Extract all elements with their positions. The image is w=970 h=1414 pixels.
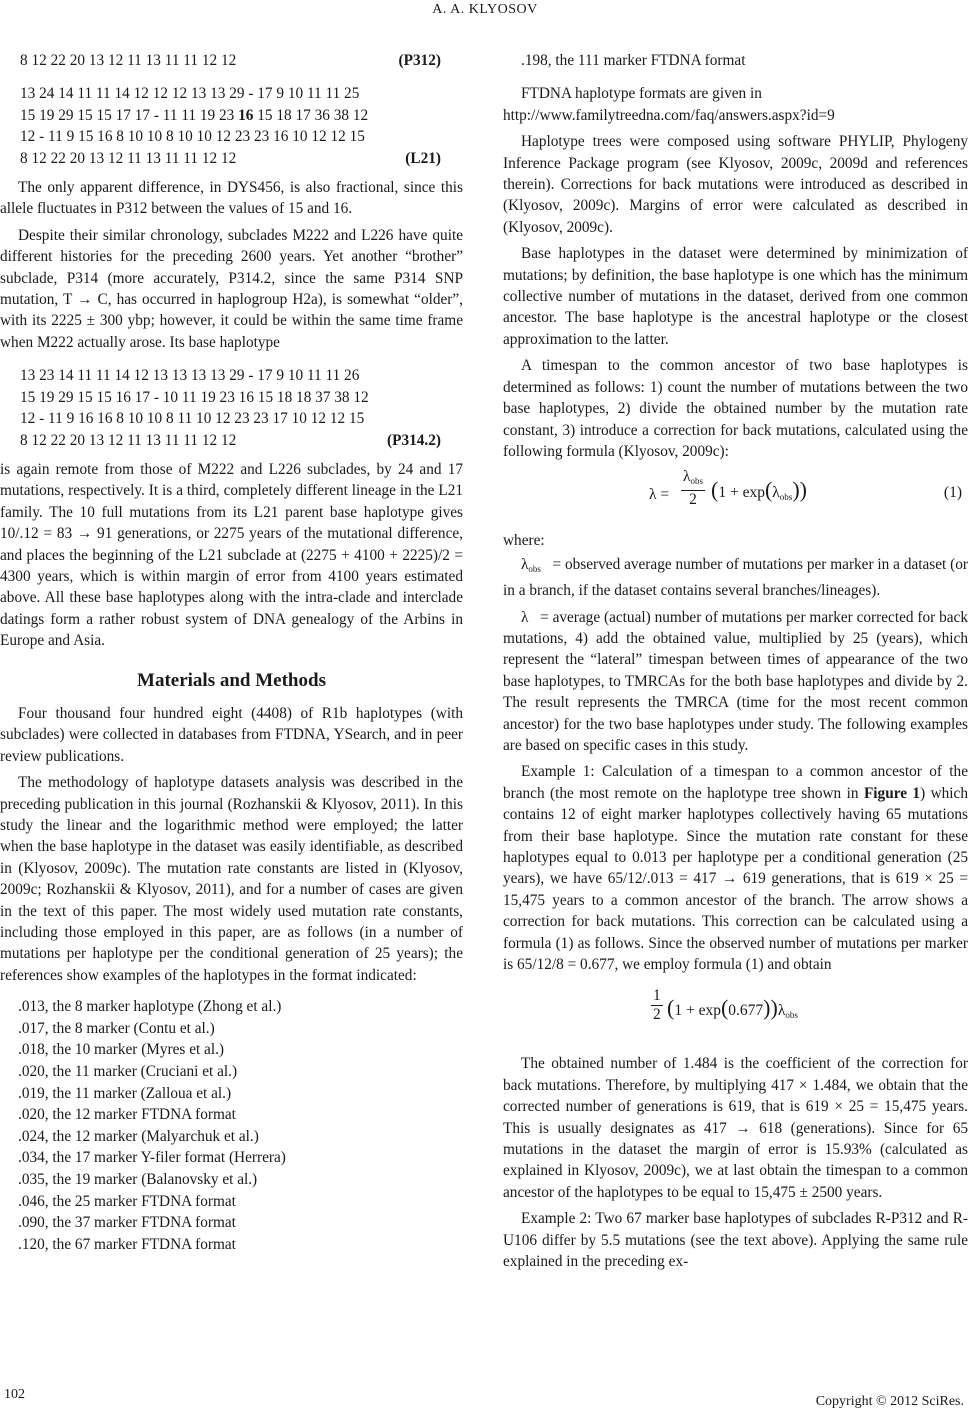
paragraph: FTDNA haplotype formats are given in xyxy=(521,85,762,103)
haplotype-line: 15 19 29 15 15 17 17 - 11 11 19 23 16 15 18 17 36 38 12 xyxy=(20,106,369,124)
formula-2 xyxy=(503,981,968,1045)
haplotype-line: 8 12 22 20 13 12 11 13 11 11 12 12 xyxy=(20,431,237,449)
haplotype-l21 xyxy=(0,83,463,169)
haplotype-line: 12 - 11 9 15 16 8 10 10 8 10 10 12 23 23 16 10 12 12 15 xyxy=(20,128,365,146)
paragraph: Base haplotypes in the dataset were determined by minimization of mutations; by definition, the base haplotype is one which has the minimum collective number of mutations in the dataset, derived from one common ancestor. The base haplotype is the ancestral haplotype or the closest approximation to the latter. xyxy=(503,245,968,348)
formula-lhs: λ = xyxy=(649,486,670,504)
running-title: A. A. KLYOSOV xyxy=(432,2,538,17)
list-item: .034, the 17 marker Y-filer format (Herrera) xyxy=(18,1149,286,1167)
haplotype-line: 12 - 11 9 16 16 8 10 10 8 11 10 12 23 23 17 10 12 12 15 xyxy=(20,410,365,428)
equation-number: (1) xyxy=(943,484,962,502)
paragraph: is again remote from those of M222 and L226 subclades, by 24 and 17 mutations, respectively. It is a third, completely different lineage in the L21 family. The 10 full mutations from its L21 parent base haplotype gives 10/.12 = 83 → 91 generations, or 2275 years of the mutational difference, and places the beginning of the L21 subclade at (2275 + 4100 + 2225)/2 = 4300 years, which is within margin of error from 4100 years estimated above. All these base haplotypes along with the intra-clade and interclade datings form a rather robust system of DNA genealogy of the Arbins in Europe and Asia. xyxy=(0,460,463,650)
paragraph: Four thousand four hundred eight (4408) of R1b haplotypes (with subclades) were collected in databases from FTDNA, YSearch, and in peer review publications. xyxy=(0,704,463,765)
list-item: .024, the 12 marker (Malyarchuk et al.) xyxy=(18,1127,259,1145)
haplotype-line: 8 12 22 20 13 12 11 13 11 11 12 12 xyxy=(20,52,237,69)
bold-allele: 16 xyxy=(238,106,254,124)
haplotype-tag: (P314.2) xyxy=(387,431,441,449)
paragraph: Example 2: Two 67 marker base haplotypes of subclades R-P312 and R-U106 differ by 5.5 mutations (see the text above). Applying the same rule explained in the preceding ex- xyxy=(503,1210,968,1271)
list-item: .017, the 8 marker (Contu et al.) xyxy=(18,1019,215,1037)
formula-1 xyxy=(503,468,968,522)
haplotype-line: 15 19 29 15 15 16 17 - 10 11 19 23 16 15 18 18 37 38 12 xyxy=(20,388,369,406)
list-item: .018, the 10 marker (Myres et al.) xyxy=(18,1041,225,1059)
haplotype-tag: (P312) xyxy=(398,52,441,69)
haplotype-p312 xyxy=(0,50,463,71)
paragraph: The obtained number of 1.484 is the coefficient of the correction for back mutations. Therefore, by multiplying 417 × 1.484, we obtain that the corrected number of generations is 619, that is 619 × 25 = 15,475 years. This is usually designates as 417 → 618 (generations). Since for 65 mutations in the dataset the margin of error is 15.93% (calculated as explained in Klyosov, 2009c), we at last obtain the timespan to a common ancestor of the haplotypes to be equal to 15,475 ± 2500 years. xyxy=(503,1055,968,1201)
paragraph: The only apparent difference, in DYS456, is also fractional, since this allele fluctuates in P312 between the values of 15 and 16. xyxy=(0,179,463,218)
copyright: Copyright © 2012 SciRes. xyxy=(815,1394,964,1409)
haplotype-line: 13 24 14 11 11 14 12 12 12 13 13 29 - 17 9 10 11 11 25 xyxy=(20,85,360,103)
list-item: .120, the 67 marker FTDNA format xyxy=(18,1235,236,1253)
right-column xyxy=(503,50,968,1278)
definition: λ = average (actual) number of mutations per marker corrected for back mutations, 4) add the obtained value, multiplied by 25 (years), which represent the “lateral” timespan between times of appearance of the two base haplotypes, to TMRCAs for the both base haplotypes and divide by 2. The result represents the TMRCA (time for the most recent common ancestor) for the two base haplotypes under study. The following examples are based on specific cases in this study. xyxy=(503,608,968,754)
paragraph: Example 1: Calculation of a timespan to a common ancestor of the branch (the most remote on the haplotype tree shown in Figure 1) which contains 12 of eight marker haplotypes collectively having 65 mutations from their base haplotype. Since the mutation rate constant for these haplotypes equal to 0.013 per haplotype per a conditional generation (25 years), we have 65/12/.013 = 417 → 619 generations, that is 619 × 25 = 15,475 years to a common ancestor of the branch. The arrow shows a correction for back mutations. This correction can be calculated using a formula (1) as follows. Since the observed number of mutations per marker is 65/12/8 = 0.677, we employ formula (1) and obtain xyxy=(503,763,968,974)
definition: $\lambda_{obs}$ = observed average number of mutations per marker in a dataset (or in a branch, if the dataset contains several branches/lineages). xyxy=(503,555,968,600)
list-item: .019, the 11 marker (Zalloua et al.) xyxy=(18,1084,232,1102)
list-item: .013, the 8 marker haplotype (Zhong et al.) xyxy=(18,998,282,1016)
formula-body: $(1 + \exp(0.677))\lambda_{obs}$ xyxy=(667,995,798,1021)
list-item: .046, the 25 marker FTDNA format xyxy=(18,1192,236,1210)
haplotype-line: 13 23 14 11 11 14 12 13 13 13 13 29 - 17 9 10 11 11 26 xyxy=(20,367,360,385)
paragraph: A timespan to the common ancestor of two base haplotypes is determined as follows: 1) count the number of mutations between the two base haplotypes, 2) divide the obtained number by the mutation rate constant, 3) introduce a correction for back mutations, calculated using the following formula (Klyosov, 2009c): xyxy=(503,357,968,460)
list-item: .020, the 11 marker (Cruciani et al.) xyxy=(18,1063,238,1081)
paragraph: Despite their similar chronology, subclades M222 and L226 have quite different histories for the preceding 2600 years. Yet another “brother” subclade, P314 (more accurately, P314.2, since the same P314 SNP mutation, T → C, has occurred in haplogroup H2a), is somewhat “older”, with its 2225 ± 300 ybp; however, it could be within the same time frame when M222 actually arose. Its base haplotype xyxy=(0,226,463,351)
page-number: 102 xyxy=(4,1387,25,1402)
formula-fraction: $\frac{1}{2}$ xyxy=(653,987,661,1024)
list-item: .090, the 37 marker FTDNA format xyxy=(18,1214,236,1232)
list-item: .035, the 19 marker (Balanovsky et al.) xyxy=(18,1171,258,1188)
formula-body: $(1 + \exp(\lambda_{obs}))$ xyxy=(711,477,807,503)
mutation-rate-list xyxy=(0,996,463,1255)
list-item: .020, the 12 marker FTDNA format xyxy=(18,1106,236,1124)
paragraph: Haplotype trees were composed using software PHYLIP, Phylogeny Inference Package program (see Klyosov, 2009c, 2009d and references therein). Corrections for back mutations were introduced as described in (Klyosov, 2009c). Margins of error were calculated as described in (Klyosov, 2009c). xyxy=(503,133,968,236)
paragraph: where: xyxy=(503,532,545,550)
list-item: .198, the 111 marker FTDNA format xyxy=(521,52,746,69)
figure-ref: Figure 1 xyxy=(863,784,921,802)
url-link[interactable]: http://www.familytreedna.com/faq/answers.aspx?id=9 xyxy=(503,106,835,124)
haplotype-p3142 xyxy=(0,365,463,451)
formula-fraction: $\lambda_{obs}$ 2 xyxy=(683,468,704,509)
haplotype-tag: (L21) xyxy=(405,149,441,167)
haplotype-line: 8 12 22 20 13 12 11 13 11 11 12 12 xyxy=(20,149,237,167)
left-column xyxy=(0,50,463,1255)
section-heading: Materials and Methods xyxy=(137,669,326,691)
paragraph: The methodology of haplotype datasets analysis was described in the preceding publication in this journal (Rozhanskii & Klyosov, 2011). In this study the linear and the logarithmic method were employed; the latter when the base haplotype in the dataset was easily identifiable, as described in (Klyosov, 2009c). The mutation rate constants are listed in (Klyosov, 2009c; Rozhanskii & Klyosov, 2011), and for a number of cases are given in the text of this paper. The most widely used mutation rate constants, including those employed in this paper, are as follows (in a number of mutations per haplotype per the conditional generation of 25 years); the references show examples of the haplotypes in the format indicated: xyxy=(0,774,463,984)
